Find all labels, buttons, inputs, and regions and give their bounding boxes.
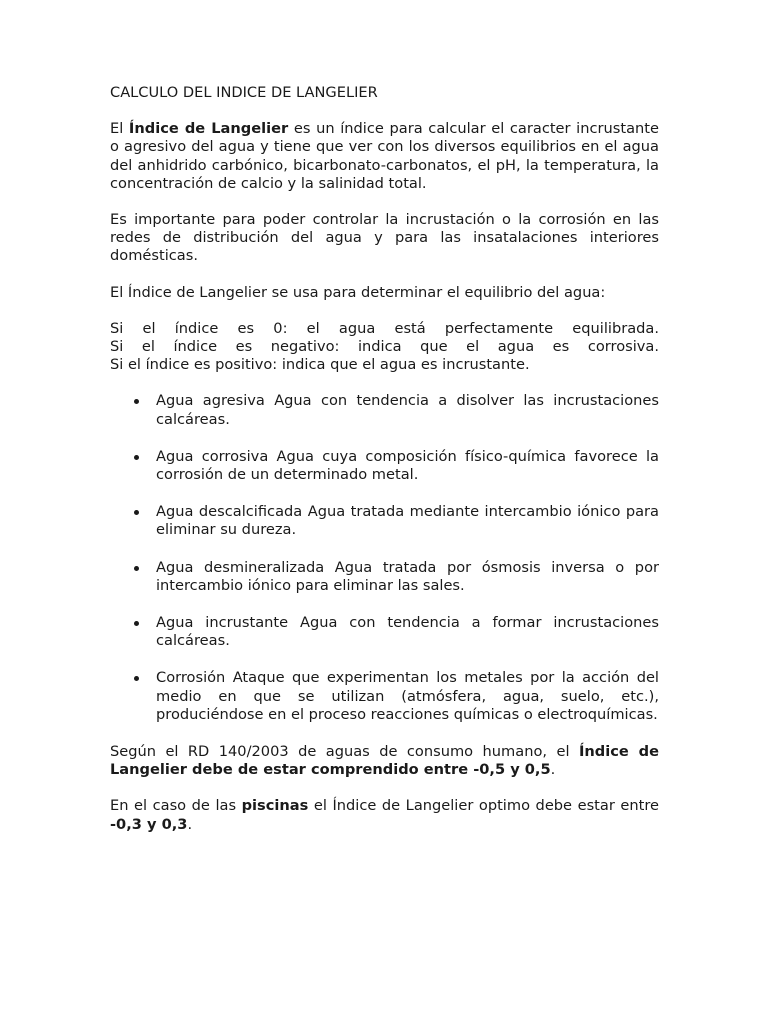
bullet-icon (134, 676, 139, 681)
intro-pre: El (110, 120, 129, 138)
cases-paragraph (110, 320, 659, 375)
rd-pre: Según el RD 140/2003 de aguas de consumo humano, el (110, 743, 579, 761)
pools-post: . (187, 815, 193, 833)
bullet-icon (134, 510, 139, 515)
document-title: CALCULO DEL INDICE DE LANGELIER (110, 84, 378, 101)
bullet-icon (134, 566, 139, 571)
list-item (156, 392, 659, 428)
definitions-list (110, 392, 659, 724)
definition-text: Agua agresiva Agua con tendencia a disolver las incrustaciones calcáreas. (156, 392, 659, 428)
list-item (156, 503, 659, 539)
intro-paragraph (110, 120, 659, 193)
importance-paragraph: Es importante para poder controlar la incrustación o la corrosión en las redes de distribución del agua y para las insatalaciones interiores domésticas. (110, 211, 659, 265)
definition-text: Agua desmineralizada Agua tratada por ósmosis inversa o por intercambio iónico para eliminar las sales. (156, 558, 659, 594)
case-positive: Si el índice es positivo: indica que el agua es incrustante. (110, 356, 530, 374)
pools-pre: En el caso de las (110, 797, 242, 815)
definition-text: Agua incrustante Agua con tendencia a formar incrustaciones calcáreas. (156, 614, 659, 650)
bullet-icon (134, 399, 139, 404)
bullet-icon (134, 621, 139, 626)
usage-paragraph: El Índice de Langelier se usa para determinar el equilibrio del agua: (110, 283, 606, 301)
pools-paragraph (110, 797, 659, 833)
case-zero: Si el índice es 0: el agua está perfectamente equilibrada. (110, 319, 659, 337)
case-negative: Si el índice es negativo: indica que el agua es corrosiva. (110, 338, 659, 356)
list-item (156, 669, 659, 724)
rd-post: . (550, 761, 556, 779)
bullet-icon (134, 455, 139, 460)
pools-mid: el Índice de Langelier optimo debe estar entre (308, 797, 659, 815)
pools-term: piscinas (241, 797, 309, 815)
rd-range: Índice de Langelier debe de estar comprendido entre -0,5 y 0,5 (110, 743, 659, 779)
rd-paragraph (110, 743, 659, 779)
pools-range: -0,3 y 0,3 (110, 815, 188, 833)
definition-text: Agua corrosiva Agua cuya composición físico-química favorece la corrosión de un determinado metal. (156, 447, 659, 484)
list-item (156, 559, 659, 595)
list-item (156, 448, 659, 484)
definition-text: Agua descalcificada Agua tratada mediante intercambio iónico para eliminar su dureza. (156, 503, 659, 539)
intro-term: Índice de Langelier (128, 120, 289, 138)
intro-post: es un índice para calcular el caracter incrustante o agresivo del agua y tiene que ver con los diversos equilibrios en el agua del anhidrido carbónico, bicarbonato-carbonatos, el pH, la temperatura, la concentración de calcio y la salinidad total. (110, 120, 659, 192)
document-page (110, 84, 659, 852)
definition-text: Corrosión Ataque que experimentan los metales por la acción del medio en que se utilizan (atmósfera, agua, suelo, etc.), produciéndose en el proceso reacciones químicas o electroquímicas. (156, 669, 659, 723)
list-item (156, 614, 659, 650)
